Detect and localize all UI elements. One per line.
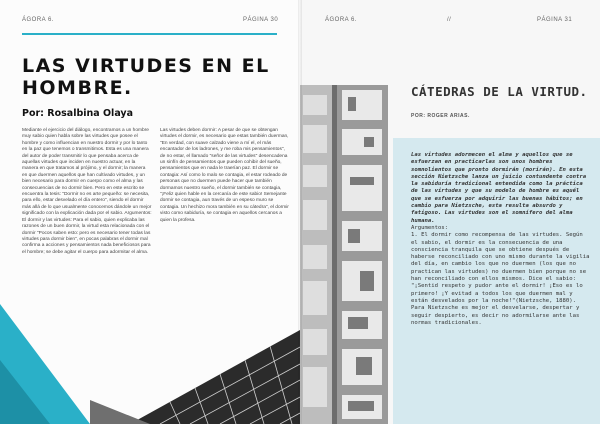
article-column-1 bbox=[22, 128, 152, 256]
right-header-magazine: ÁGORA 6. bbox=[325, 17, 358, 23]
right-header-page-number: PÁGINA 31 bbox=[537, 17, 573, 23]
accent-rule bbox=[22, 33, 277, 35]
column-2-text: Las virtudes deben dormir: A pesar de que se obtengan virtudes el dormir, es necesario que estas también duerman, "En verdad, con suave calzado viene a mí el, el más encantador de los ladrones, y me roba mis pensamientos", de no estar, el llamado "señor de las virtudes" desencadena un sinfín de pensamientos que pueden cohibir del sueño, pensamientos que en nada le traerían paz. El dormir se contagia: Así como lo malo se contagia, el estar rodeado de personas que no duermen puede hacer que también dormamos nuestro sueño, el dormir también se contagia, "¡Feliz quien hable en la cercanía de este sabio! Semejante dormir se contagia, aun través de un espeso muro se contagia. Un hechizo mora también en su cátedra", el dormir visto como sabiduría, se contagia en aquellos cercanos a quien la profesa. bbox=[160, 128, 289, 223]
left-header-magazine: ÁGORA 6. bbox=[22, 17, 55, 23]
article-author: Por: Rosalbina Olaya bbox=[22, 108, 134, 119]
right-article-argument: 1. El dormir como recompensa de las virtudes. Según el sabio, el dormir es la consecuencia de una consciencia tranquila que se obtiene después de haberse reconciliado con uno mismo durante la vigilia del día, en cambio los que no duermen (los que no practican las virtudes) no duermen bien porque no se han reconciliado con ellos mismos. Dice el sabio: "¡Sentid respeto y pudor ante el dormir! ¡Eso es lo primero! ¡Y evitad a todos los que duermen mal y están desvelados por la noche!"(Nietzsche, 1880). Para Nietzsche es mejor el desvelarse, despertar y seguir despierto, es decir no adormilarse ante las normas tradicionales. bbox=[411, 232, 590, 326]
right-header-separator: // bbox=[447, 17, 452, 23]
building-facade-photo bbox=[90, 300, 300, 424]
page-gutter bbox=[298, 0, 302, 424]
teal-triangle-decoration bbox=[0, 300, 90, 424]
right-article-body bbox=[411, 152, 591, 327]
right-article-author: POR: ROGER ARIAS. bbox=[411, 113, 470, 119]
city-aerial-photo bbox=[300, 85, 388, 424]
left-header-page-number: PÁGINA 30 bbox=[243, 17, 279, 23]
right-article-lead: Las virtudes adormecen el alma y aquellos que se esfuerzan en practicarlas son unos hombres somnolientos que pronto dormirán (morirán). En esta sección Nietzsche lanza un juicio contundente contra la sabiduría tradicional entendida como la práctica de las virtudes y que su modelo de hombre es aquél que se esfuerza por adquirir las buenas hábitos; en cambio para Nietzsche, esta resulta absurdo y fatigoso. Las virtudes son el somnífero del alma humana. bbox=[411, 152, 587, 224]
arguments-label: Argumentos: bbox=[411, 224, 449, 231]
right-article-title: CÁTEDRAS DE LA VIRTUD. bbox=[411, 84, 588, 99]
column-1-text: Mediante el ejercicio del diálogo, encontramos a un hombre muy sabio quien habla sobre las virtudes que posee el hombre y como influencian en nuestro dormir y por lo tanto en la paz que tenemos o transmitimos. Esta es una manera del autor de poder transmitir lo que pensaba acerca de aquellas virtudes que inciden en nuestro actuar, en la manera en que tratamos al prójimo, y el dormir; la manera en que duermen aquellos que han cultivado virtudes, y un bien necesario para dormir en cuerpo como el alma y las consecuencias de no dormir bien. Pero en este escrito se encuentra la tesis: "Dormir no es arte pequeño: se necesita, para ello, estar desvelado el día entero", siendo el dormir más allá de lo que usualmente conocemos dándole un mejor significado con la explicación dada por el sabio. Argumentos: El dormir y las virtudes: Para el sabio, quien explicaba las razones de un buen dormir, la virtud esta relacionada con el dormir "Pocos saben esto: pero es necesario tener todas las virtudes para dormir bien", en pocas palabras el dormir mal confirma a acciones y pensamientos nada beneficiosos para el hombre; se debe agitar el cuerpo para adormitar el alma. bbox=[22, 128, 152, 255]
article-title: LAS VIRTUDES EN EL HOMBRE. bbox=[22, 55, 270, 99]
article-column-2 bbox=[160, 128, 290, 224]
